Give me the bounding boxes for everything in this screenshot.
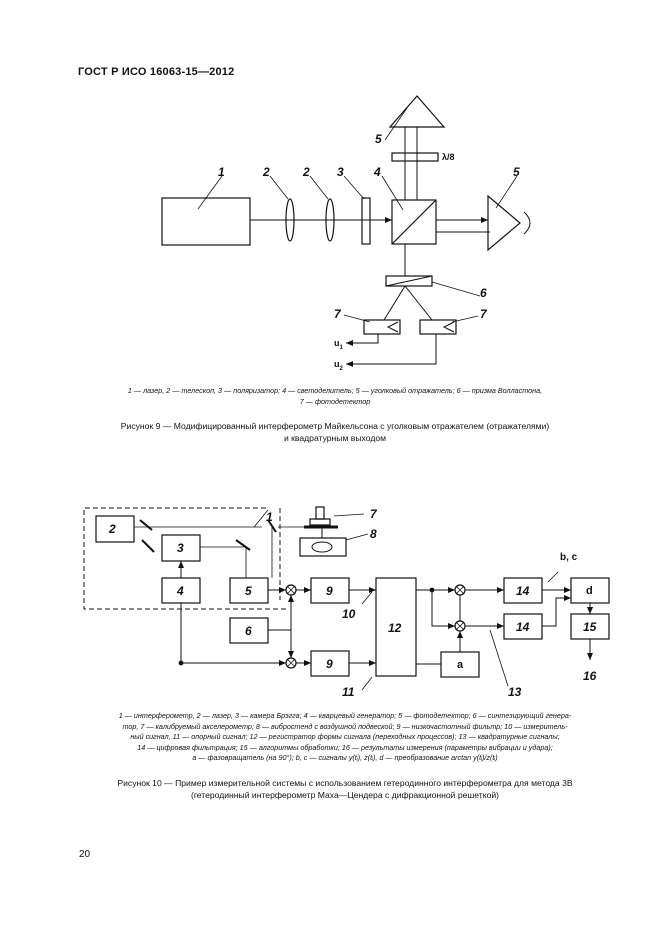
fig9-label-polarizer: 3 (337, 165, 344, 179)
fig10-box-label-6: 6 (245, 624, 252, 638)
fig10-callout-1: 1 (266, 510, 273, 524)
document-header: ГОСТ Р ИСО 16063-15—2012 (78, 66, 235, 78)
fig10-box-label-4: 4 (177, 584, 184, 598)
figure-9-caption (70, 420, 600, 444)
fig10-callout-8: 8 (370, 527, 377, 541)
corner-reflector-right (488, 196, 520, 250)
figure-10-legend-line-3: ный сигнал, 11 — опорный сигнал; 12 — регистратор формы сигнала (переходных процессов); 13 — квадратурные сигналы; (130, 732, 560, 741)
fig10-box-label-3: 3 (177, 541, 184, 555)
figure-10-caption-line-2: (гетеродинный интерферометр Маха—Цендера с дифракционной решеткой) (190, 790, 500, 800)
fig9-label-telescope-b: 2 (303, 165, 310, 179)
fig9-output-u2: $u_2$ (334, 359, 343, 372)
fig10-callout-16: 16 (583, 669, 597, 683)
fig10-box-label-a: a (457, 659, 464, 671)
page-number: 20 (79, 849, 91, 860)
fig10-callout-11: 11 (342, 685, 355, 699)
fig9-label-detector-right: 7 (480, 307, 487, 321)
fig10-box-label-14a: 14 (516, 584, 530, 598)
fig10-callout-7: 7 (370, 507, 377, 521)
laser-box (162, 198, 250, 245)
fig9-label-wollaston: 6 (480, 286, 487, 300)
figure-9-labels (218, 132, 520, 372)
air-bearing-shaker (300, 538, 346, 556)
fig9-label-reflector-right: 5 (513, 165, 520, 179)
fig9-label-beamsplitter: 4 (374, 165, 381, 179)
figure-10-legend (70, 711, 620, 764)
figure-9-caption-line-1: Рисунок 9 — Модифицированный интерферометр Майкельсона с уголковым отражателем (отражателями) (120, 421, 550, 431)
photodetector-2 (420, 320, 456, 334)
fig9-label-telescope-a: 2 (263, 165, 270, 179)
fig10-box-label-d: d (586, 585, 593, 597)
fig10-box-label-9a: 9 (326, 584, 333, 598)
fig9-lambda-label: λ/8 (442, 152, 455, 162)
accelerometer (316, 507, 324, 519)
fig10-callout-10: 10 (342, 607, 356, 621)
quarter-wave-plate (392, 153, 438, 161)
figure-9-diagram (162, 96, 530, 364)
figure-9-caption-line-2: и квадратурным выходом (283, 433, 387, 443)
fig10-callout-bc: b, c (560, 552, 578, 563)
fig9-label-laser: 1 (218, 165, 225, 179)
figure-10-diagram (84, 507, 609, 690)
figure-9-legend-line-1: 1 — лазер, 2 — телескоп, 3 — поляризатор; 4 — светоделитель; 5 — уголковый отражатель; 6 — призма Волластона, (127, 386, 543, 395)
figure-9-legend-line-2: 7 — фотодетектор (299, 396, 371, 406)
figure-10-caption (70, 777, 620, 801)
figure-10-legend-line-2: тор, 7 — калибруемый акселерометр; 8 — вибростенд с воздушной подвеской; 9 — низкочастотный фильтр; 10 — измеритель- (122, 721, 568, 731)
fig10-callout-13: 13 (508, 685, 522, 699)
fig10-box-label-15: 15 (583, 620, 597, 634)
fig10-box-label-12: 12 (388, 621, 402, 635)
polarizer (362, 198, 370, 244)
fig10-box-label-14b: 14 (516, 620, 530, 634)
figure-10-legend-line-4: 14 — цифровая фильтрация; 15 — алгоритмы обработки; 16 — результаты измерения (параметры вибрации и удара); (137, 742, 553, 752)
fig10-box-label-2: 2 (109, 522, 116, 536)
fig9-label-detector-left: 7 (334, 307, 341, 321)
fig9-label-reflector-top: 5 (375, 132, 382, 146)
corner-reflector-top (390, 96, 444, 127)
figure-10-legend-line-5: a — фазовращатель (на 90°); b, c — сигналы y(tᵢ), z(tᵢ), d — преобразование arctan y(tᵢ)/z(tᵢ) (192, 753, 498, 762)
figure-10-legend-line-1: 1 — интерферометр, 2 — лазер, 3 — камера Брэгга; 4 — кварцевый генератор; 5 — фотодетектор; 6 — синтезирующий генера- (118, 711, 572, 720)
figure-9-legend (70, 386, 600, 407)
fig10-box-label-9b: 9 (326, 657, 333, 671)
fig10-box-label-5: 5 (245, 584, 252, 598)
fig9-output-u1: $u_1$ (334, 338, 343, 351)
figure-10-caption-line-1: Рисунок 10 — Пример измерительной системы с использованием гетеродинного интерферометра для метода 3В (117, 778, 573, 788)
